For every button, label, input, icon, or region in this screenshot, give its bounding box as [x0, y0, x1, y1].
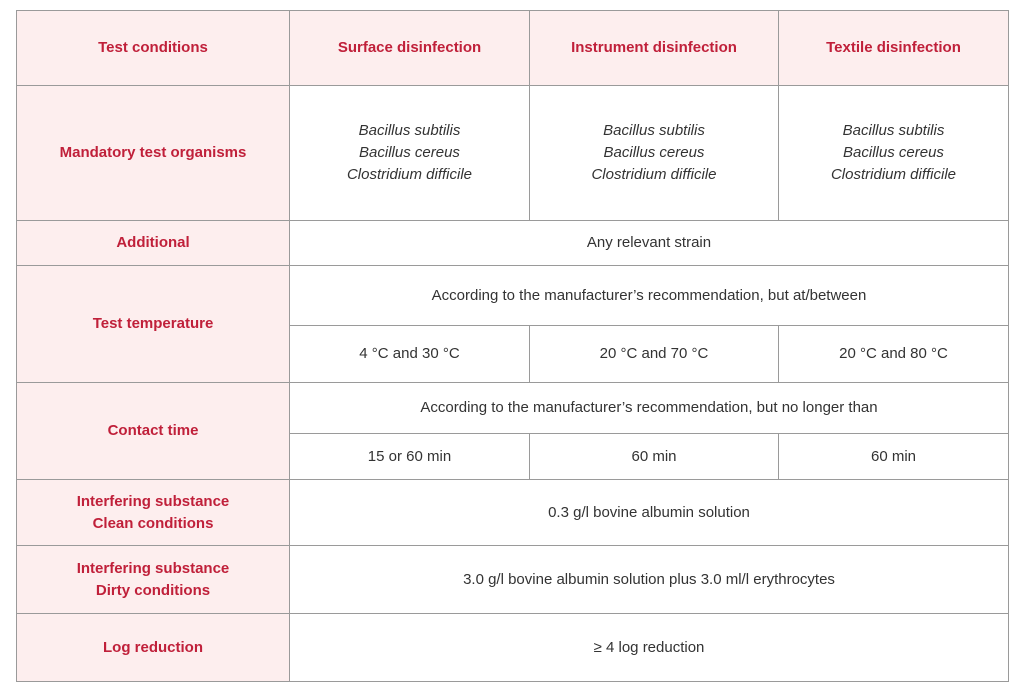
header-instrument-disinfection: Instrument disinfection	[530, 11, 779, 86]
label-mandatory-test-organisms: Mandatory test organisms	[17, 86, 290, 221]
additional-row	[17, 221, 1009, 266]
label-line: Interfering substance	[76, 492, 230, 510]
temperature-note-row	[17, 266, 1009, 326]
label-additional: Additional	[17, 221, 290, 266]
label-log-reduction: Log reduction	[17, 614, 290, 682]
disinfection-test-table	[16, 10, 1009, 682]
header-row	[17, 11, 1009, 86]
label-test-temperature: Test temperature	[17, 266, 290, 383]
textile-contact-time: 60 min	[779, 434, 1009, 480]
organisms-row	[17, 86, 1009, 221]
organism: Bacillus subtilis	[358, 122, 461, 139]
instrument-organisms-cell	[530, 86, 779, 221]
temperature-note: According to the manufacturer’s recommendation, but at/between	[290, 266, 1009, 326]
organism: Bacillus cereus	[359, 144, 460, 161]
label-interfering-clean	[17, 480, 290, 546]
clean-conditions-value: 0.3 g/l bovine albumin solution	[290, 480, 1009, 546]
contact-time-note: According to the manufacturer’s recommendation, but no longer than	[290, 383, 1009, 434]
label-line: Clean conditions	[92, 514, 214, 532]
log-reduction-row	[17, 614, 1009, 682]
additional-value: Any relevant strain	[290, 221, 1009, 266]
surface-temperature: 4 °C and 30 °C	[290, 326, 530, 383]
textile-temperature: 20 °C and 80 °C	[779, 326, 1009, 383]
instrument-contact-time: 60 min	[530, 434, 779, 480]
textile-organisms-cell	[779, 86, 1009, 221]
log-reduction-value: ≥ 4 log reduction	[290, 614, 1009, 682]
dirty-conditions-row	[17, 546, 1009, 614]
table-container	[16, 10, 1009, 682]
surface-contact-time: 15 or 60 min	[290, 434, 530, 480]
label-interfering-dirty	[17, 546, 290, 614]
organism: Clostridium difficile	[591, 166, 717, 183]
header-surface-disinfection: Surface disinfection	[290, 11, 530, 86]
organism: Bacillus subtilis	[842, 122, 945, 139]
organism: Clostridium difficile	[830, 166, 957, 183]
clean-conditions-row	[17, 480, 1009, 546]
label-line: Dirty conditions	[95, 581, 211, 599]
contact-time-note-row	[17, 383, 1009, 434]
header-textile-disinfection: Textile disinfection	[779, 11, 1009, 86]
dirty-conditions-value: 3.0 g/l bovine albumin solution plus 3.0 ml/l erythrocytes	[290, 546, 1009, 614]
label-contact-time: Contact time	[17, 383, 290, 480]
organism: Bacillus cereus	[603, 144, 705, 161]
organism: Clostridium difficile	[346, 166, 473, 183]
label-line: Interfering substance	[76, 559, 230, 577]
organism: Bacillus cereus	[843, 144, 944, 161]
header-test-conditions: Test conditions	[17, 11, 290, 86]
organism: Bacillus subtilis	[603, 122, 705, 139]
instrument-temperature: 20 °C and 70 °C	[530, 326, 779, 383]
surface-organisms-cell	[290, 86, 530, 221]
